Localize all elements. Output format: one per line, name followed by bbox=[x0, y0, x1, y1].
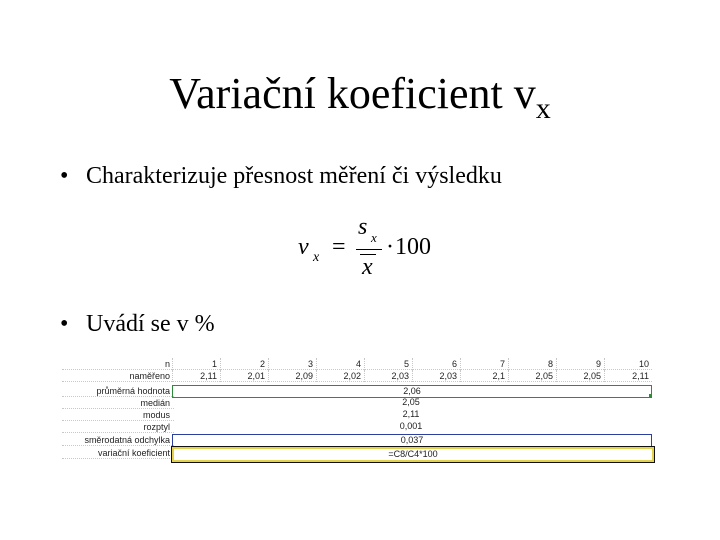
stat-row-median bbox=[62, 397, 656, 409]
header-row bbox=[62, 358, 656, 370]
formula-lhs: v bbox=[298, 234, 309, 260]
measured-cell[interactable]: 2,01 bbox=[220, 370, 268, 382]
formula-input-cell[interactable]: =C8/C4*100 bbox=[172, 447, 654, 462]
column-header: 3 bbox=[268, 358, 316, 370]
stat-label: variační koeficient bbox=[62, 447, 174, 459]
stat-value-cell[interactable]: 0,001 bbox=[399, 421, 423, 431]
slide-title bbox=[0, 68, 720, 135]
measured-cell[interactable]: 2,11 bbox=[604, 370, 652, 382]
column-header: 8 bbox=[508, 358, 556, 370]
measured-cell[interactable]: 2,05 bbox=[556, 370, 604, 382]
formula-denominator: x bbox=[362, 254, 373, 280]
formula-equals: = bbox=[332, 234, 346, 260]
column-header: 7 bbox=[460, 358, 508, 370]
bullet-text-1: Charakterizuje přesnost měření či výsledku bbox=[86, 163, 502, 189]
measured-cell[interactable]: 2,03 bbox=[412, 370, 460, 382]
stat-label: medián bbox=[62, 397, 174, 409]
bullet-icon: • bbox=[60, 163, 69, 189]
stat-row-stdev bbox=[62, 434, 656, 446]
column-header: 2 bbox=[220, 358, 268, 370]
measured-label: naměřeno bbox=[62, 370, 174, 382]
header-label: n bbox=[62, 358, 174, 370]
stat-value-cell[interactable]: 2,11 bbox=[402, 409, 420, 419]
column-header: 5 bbox=[364, 358, 412, 370]
measured-cell[interactable]: 2,02 bbox=[316, 370, 364, 382]
stat-value-cell[interactable]: 2,05 bbox=[402, 397, 420, 407]
column-header: 4 bbox=[316, 358, 364, 370]
stat-row-cv bbox=[62, 447, 656, 459]
title-text: Variační koeficient v bbox=[169, 69, 536, 118]
formula-factor: 100 bbox=[395, 234, 431, 260]
column-header: 9 bbox=[556, 358, 604, 370]
formula bbox=[298, 214, 448, 284]
formula-multiply: · bbox=[386, 234, 394, 260]
stat-value-cell[interactable]: 0,037 bbox=[172, 434, 652, 447]
stat-value-cell[interactable]: 2,06 bbox=[172, 385, 652, 398]
measured-cell[interactable]: 2,03 bbox=[364, 370, 412, 382]
stat-label: modus bbox=[62, 409, 174, 421]
formula-numerator: s bbox=[358, 214, 368, 240]
measured-cell[interactable]: 2,11 bbox=[172, 370, 220, 382]
stat-label: rozptyl bbox=[62, 421, 174, 433]
bullet-item-1 bbox=[60, 162, 502, 190]
measured-cell[interactable]: 2,05 bbox=[508, 370, 556, 382]
spreadsheet bbox=[62, 358, 656, 476]
formula-numerator-subscript: x bbox=[371, 230, 377, 245]
bullet-item-2 bbox=[60, 310, 215, 338]
formula-lhs-subscript: x bbox=[313, 250, 320, 265]
stat-label: průměrná hodnota bbox=[62, 385, 174, 397]
title-subscript: x bbox=[535, 92, 551, 125]
measured-cell[interactable]: 2,1 bbox=[460, 370, 508, 382]
measured-row bbox=[62, 370, 656, 382]
fraction-bar bbox=[356, 249, 382, 250]
column-header: 6 bbox=[412, 358, 460, 370]
bullet-text-2: Uvádí se v % bbox=[86, 311, 215, 337]
stat-row-variance bbox=[62, 421, 656, 433]
stat-label: směrodatná odchylka bbox=[62, 434, 174, 446]
stat-row-mode bbox=[62, 409, 656, 421]
bullet-icon: • bbox=[60, 311, 69, 337]
stat-row-mean bbox=[62, 385, 656, 397]
column-header: 10 bbox=[604, 358, 652, 370]
column-header: 1 bbox=[172, 358, 220, 370]
measured-cell[interactable]: 2,09 bbox=[268, 370, 316, 382]
